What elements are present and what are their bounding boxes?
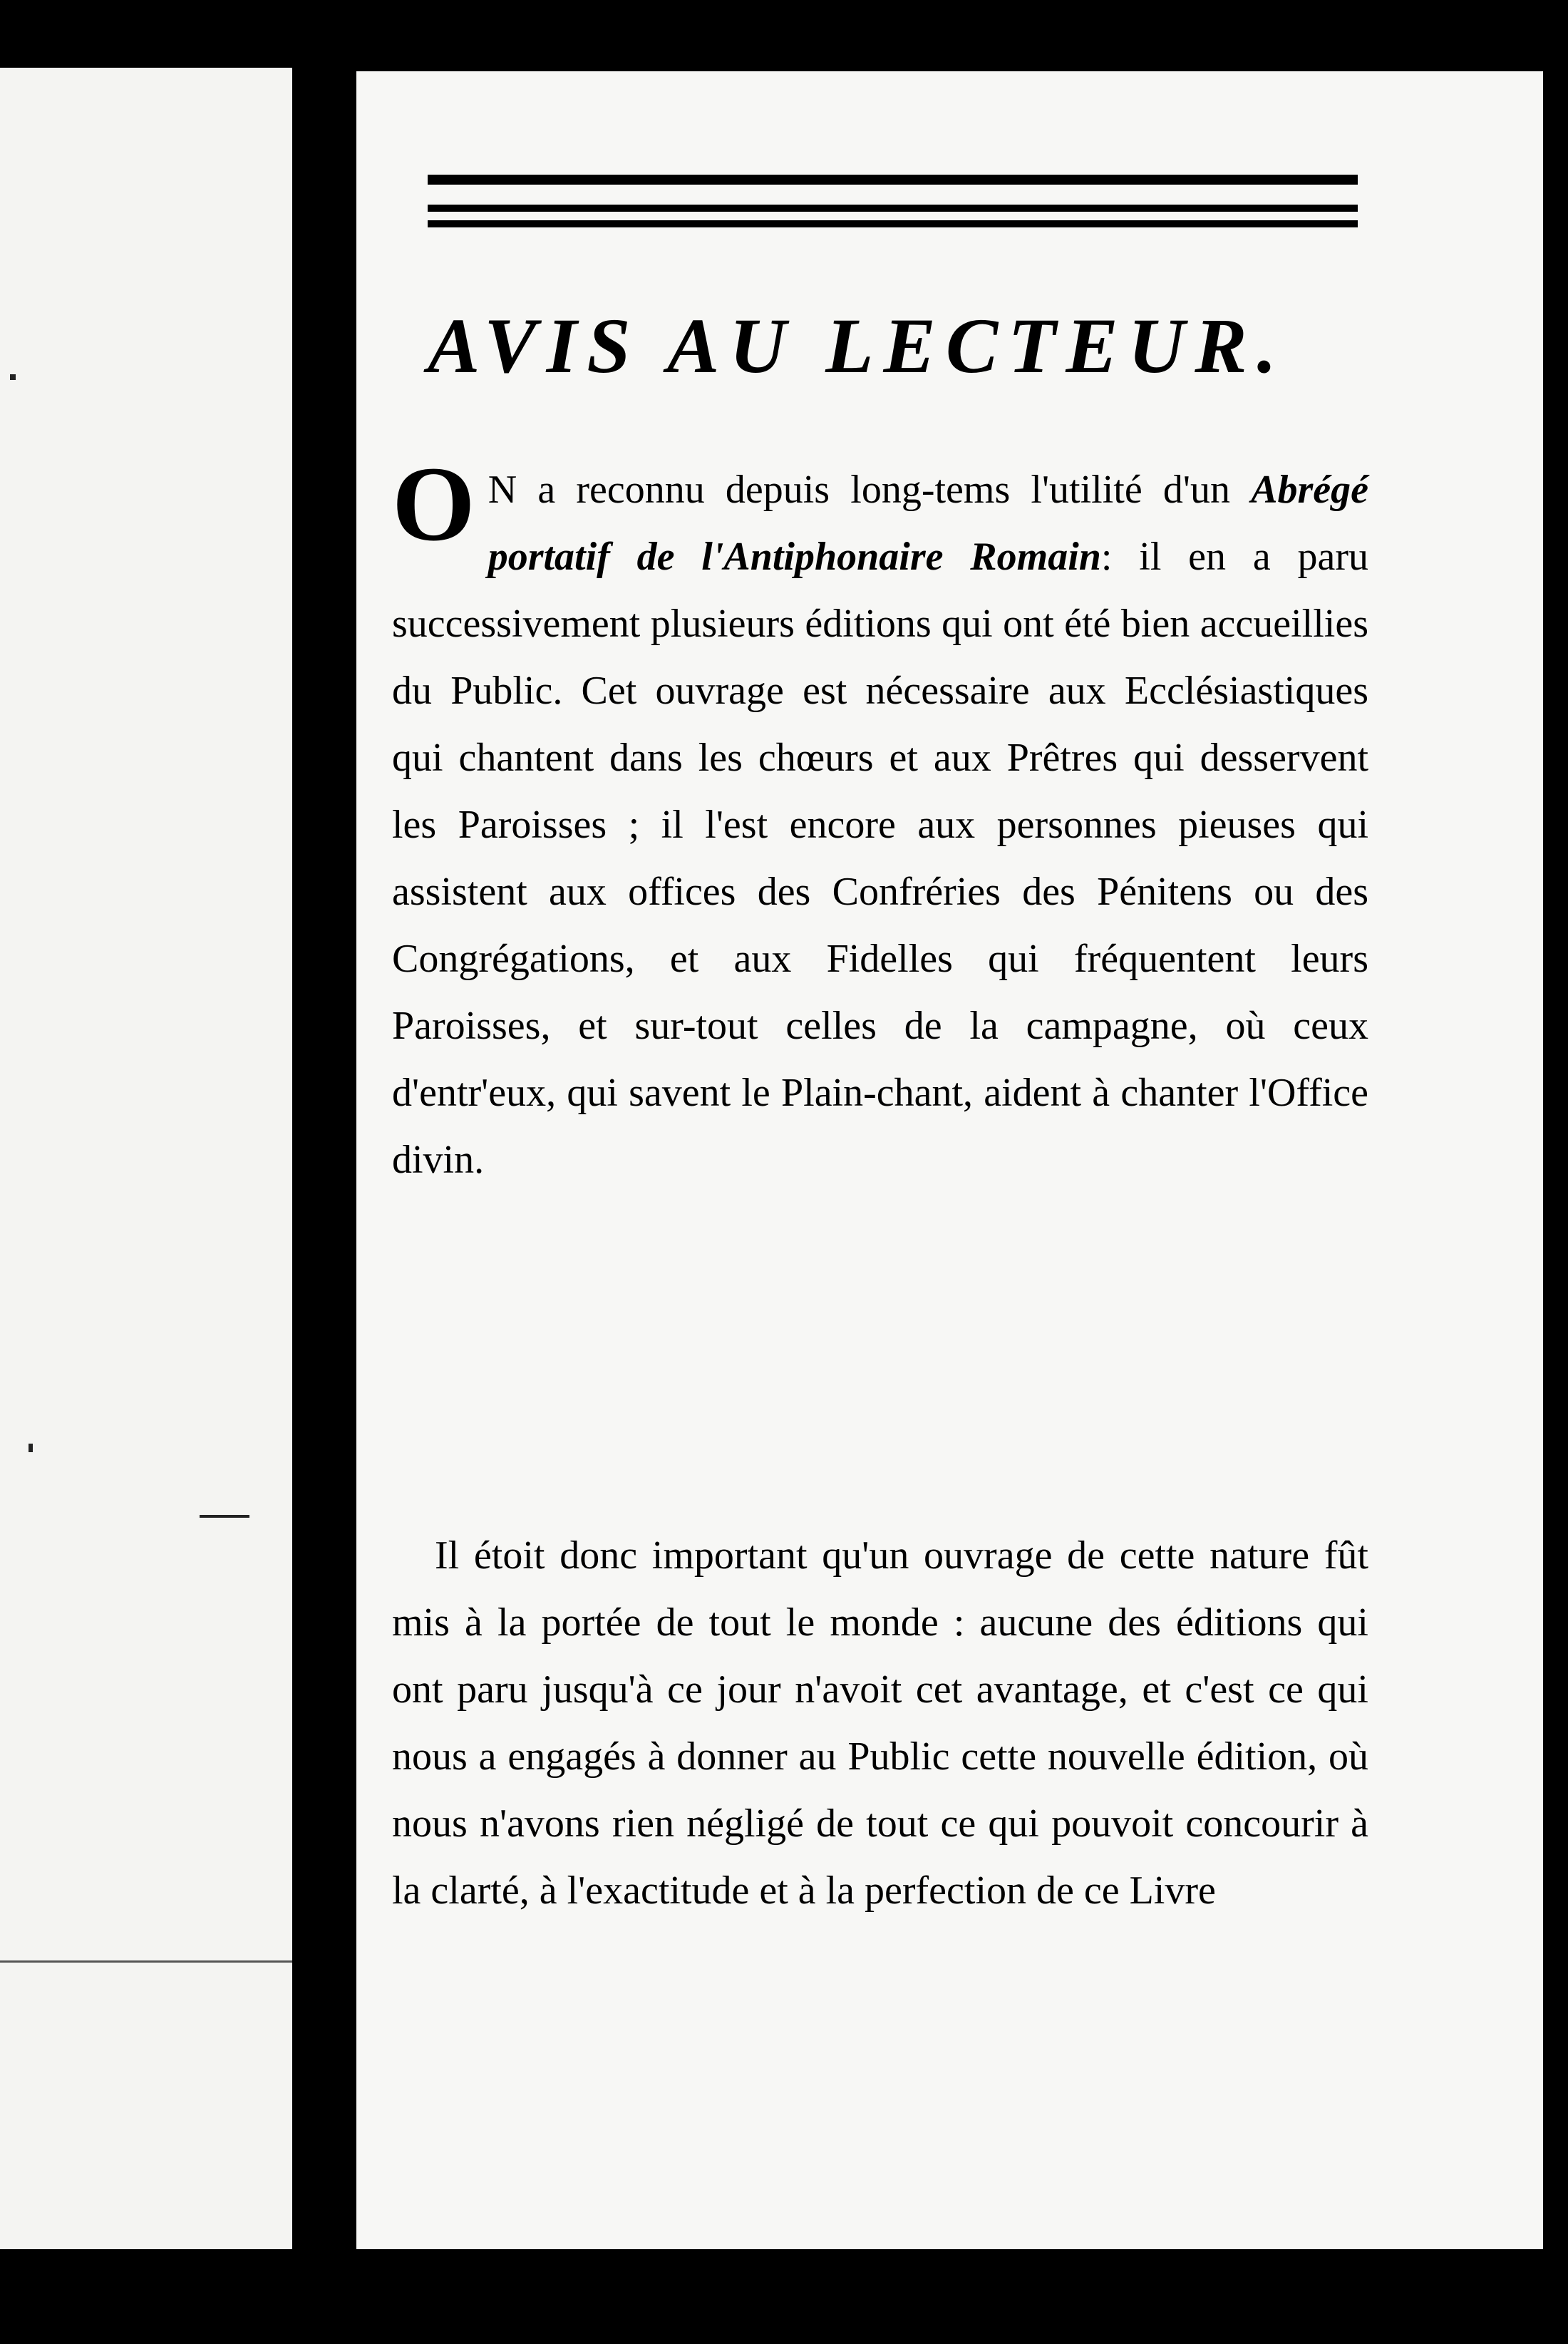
header-rule [428, 205, 1358, 212]
lead-letter: N [488, 468, 517, 512]
page-title: AVIS AU LECTEUR. [428, 302, 1287, 389]
ink-speck [29, 1444, 33, 1452]
ink-speck [10, 374, 16, 380]
book-title-italic: Abrégé portatif de l'Antiphonaire Romain [488, 468, 1368, 579]
facing-page-left [0, 68, 292, 2249]
paragraph-2: Il étoit donc important qu'un ouvrage de cette nature fût mis à la portée de tout le monde : aucune des éditions qui ont paru jusqu'à ce jour n'avoit cet avantage, et c'est ce qui nous a engagés à donner au Public cette nouvelle édition, où nous n'avons rien négligé de tout ce qui pouvoit concourir à la clarté, à l'exactitude et à la perfection de ce Livre [392, 1533, 1368, 1913]
header-rule [428, 220, 1358, 227]
paragraph-1 [392, 445, 1369, 1193]
drop-cap: O [392, 445, 475, 563]
paragraph-1-text-a: a reconnu depuis long-tems l'utilité d'un [517, 468, 1252, 512]
book-page [356, 71, 1543, 2249]
header-rule [428, 175, 1358, 185]
header-rules [428, 175, 1358, 227]
scan-line [0, 1960, 292, 1963]
ink-speck [200, 1515, 249, 1518]
paragraph-1-text-b: : il en a paru successivement plusieurs éditions qui ont été bien accueillies du Public. Cet ouvrage est nécessaire aux Ecclésiastiques qui chantent dans les chœurs et aux Prêtres qui desservent les Paroisses ; il l'est encore aux personnes pieuses qui assistent aux offices des Confréries des Pénitens ou des Congrégations, et aux Fidelles qui fréquentent leurs Paroisses, et sur-tout celles de la campagne, où ceux d'entr'eux, qui savent le Plain-chant, aident à chanter l'Office divin. [392, 535, 1369, 1182]
